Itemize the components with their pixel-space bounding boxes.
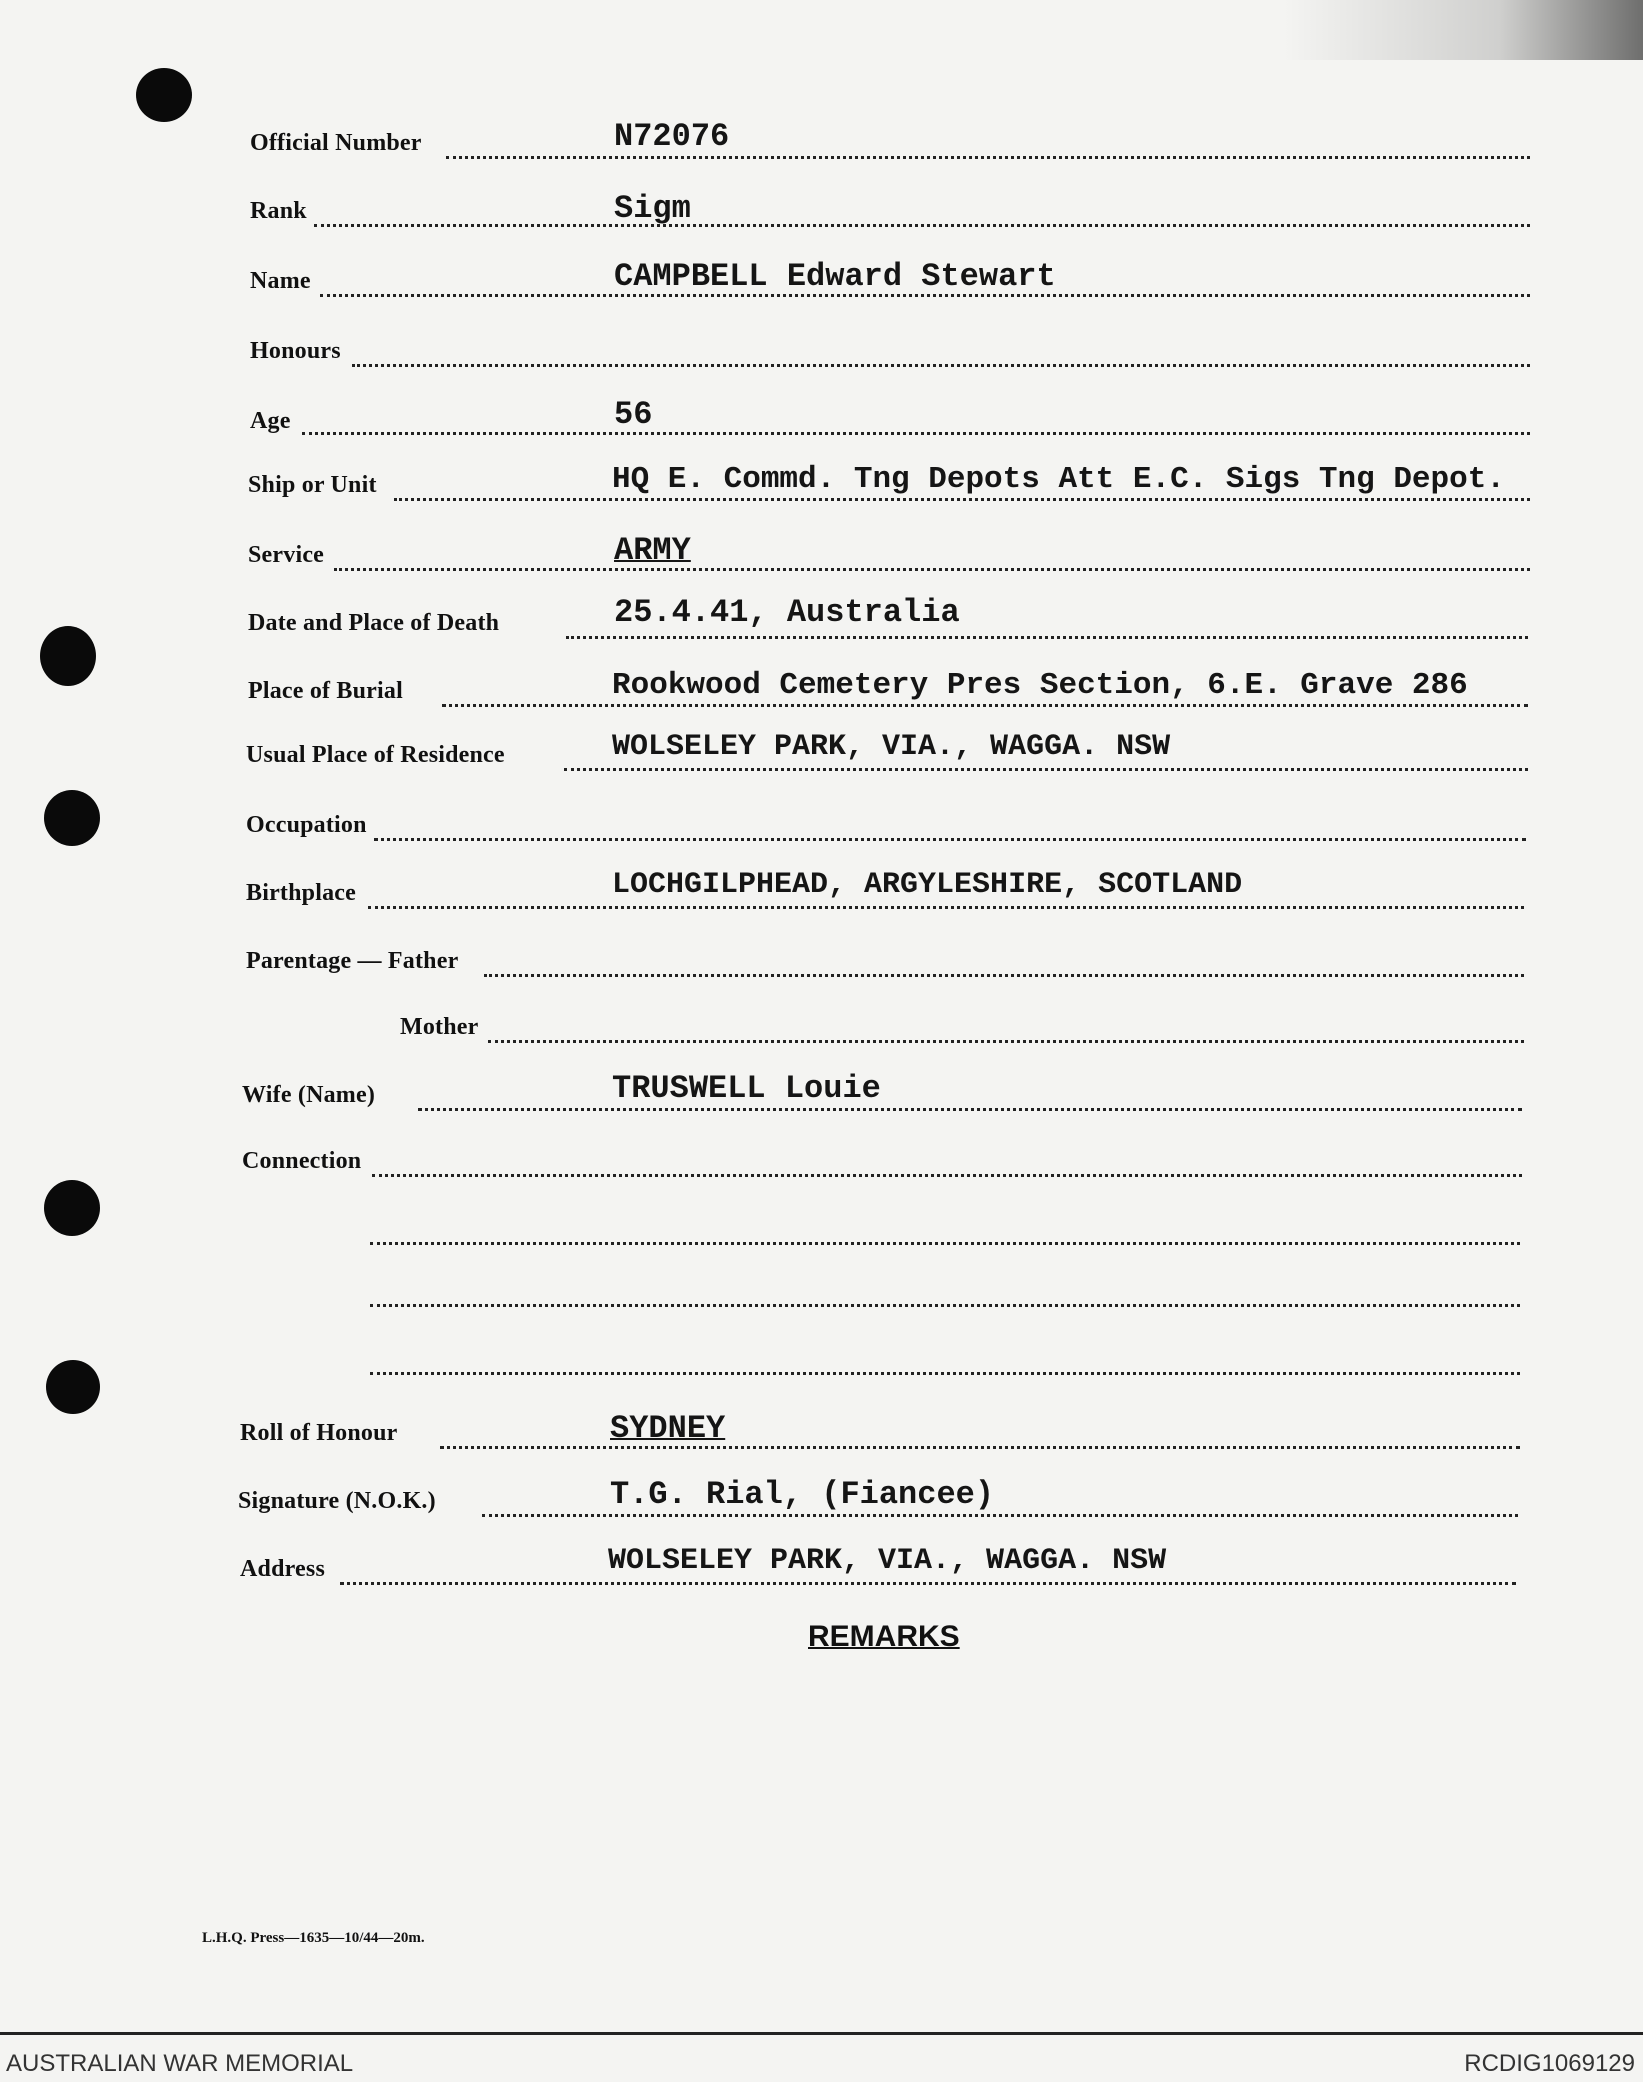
value-place-of-burial: Rookwood Cemetery Pres Section, 6.E. Grave 286 (612, 668, 1468, 703)
dotted-line (566, 636, 1528, 639)
dotted-line (446, 156, 1530, 159)
value-birthplace: LOCHGILPHEAD, ARGYLESHIRE, SCOTLAND (612, 868, 1243, 902)
dotted-line (314, 224, 1530, 227)
dotted-line (482, 1514, 1518, 1517)
label-father: Parentage — Father (246, 948, 459, 974)
dotted-line (372, 1174, 1522, 1177)
dotted-line (334, 568, 1530, 571)
dotted-line (374, 838, 1526, 841)
label-mother: Mother (400, 1014, 479, 1040)
dotted-line (370, 1304, 1520, 1307)
label-honours: Honours (250, 338, 341, 364)
punch-hole (44, 790, 100, 846)
label-ship-or-unit: Ship or Unit (248, 472, 377, 498)
value-signature-nok: T.G. Rial, (Fiancee) (610, 1476, 995, 1513)
dotted-line (488, 1040, 1524, 1043)
label-address: Address (240, 1556, 325, 1582)
value-service: ARMY (614, 532, 691, 569)
dotted-line (368, 906, 1524, 909)
value-address: WOLSELEY PARK, VIA., WAGGA. NSW (608, 1544, 1167, 1578)
remarks-heading: REMARKS (808, 1620, 960, 1653)
footer-source: AUSTRALIAN WAR MEMORIAL (6, 2050, 354, 2077)
punch-hole (46, 1360, 100, 1414)
press-mark: L.H.Q. Press—1635—10/44—20m. (202, 1930, 425, 1946)
label-connection: Connection (242, 1148, 362, 1174)
value-usual-residence: WOLSELEY PARK, VIA., WAGGA. NSW (612, 730, 1171, 764)
footer-divider (0, 2032, 1643, 2035)
label-age: Age (250, 408, 291, 434)
value-date-place-of-death: 25.4.41, Australia (614, 594, 960, 631)
dotted-line (370, 1242, 1520, 1245)
scan-shadow (1283, 0, 1643, 60)
dotted-line (302, 432, 1530, 435)
dotted-line (442, 704, 1528, 707)
label-place-of-burial: Place of Burial (248, 678, 403, 704)
value-age: 56 (614, 396, 653, 433)
punch-hole (40, 626, 96, 686)
dotted-line (370, 1372, 1520, 1375)
dotted-line (340, 1582, 1516, 1585)
label-birthplace: Birthplace (246, 880, 356, 906)
value-official-number: N72076 (614, 118, 730, 155)
dotted-line (394, 498, 1530, 501)
label-date-place-of-death: Date and Place of Death (248, 610, 500, 636)
dotted-line (564, 768, 1528, 771)
label-service: Service (248, 542, 325, 568)
punch-hole (136, 68, 192, 122)
dotted-line (484, 974, 1524, 977)
value-ship-or-unit: HQ E. Commd. Tng Depots Att E.C. Sigs Tng Depot. (612, 462, 1505, 497)
label-name: Name (250, 268, 311, 294)
value-roll-of-honour: SYDNEY (610, 1410, 726, 1447)
dotted-line (352, 364, 1530, 367)
label-official-number: Official Number (250, 130, 422, 156)
label-usual-residence: Usual Place of Residence (246, 742, 505, 768)
value-rank: Sigm (614, 190, 691, 227)
punch-hole (44, 1180, 100, 1236)
label-rank: Rank (250, 198, 307, 224)
value-wife: TRUSWELL Louie (612, 1070, 881, 1107)
label-roll-of-honour: Roll of Honour (240, 1420, 398, 1446)
footer-id: RCDIG1069129 (1464, 2050, 1635, 2077)
label-signature-nok: Signature (N.O.K.) (238, 1488, 436, 1514)
dotted-line (440, 1446, 1520, 1449)
value-name: CAMPBELL Edward Stewart (614, 258, 1056, 295)
label-occupation: Occupation (246, 812, 367, 838)
dotted-line (418, 1108, 1522, 1111)
label-wife: Wife (Name) (242, 1082, 376, 1108)
